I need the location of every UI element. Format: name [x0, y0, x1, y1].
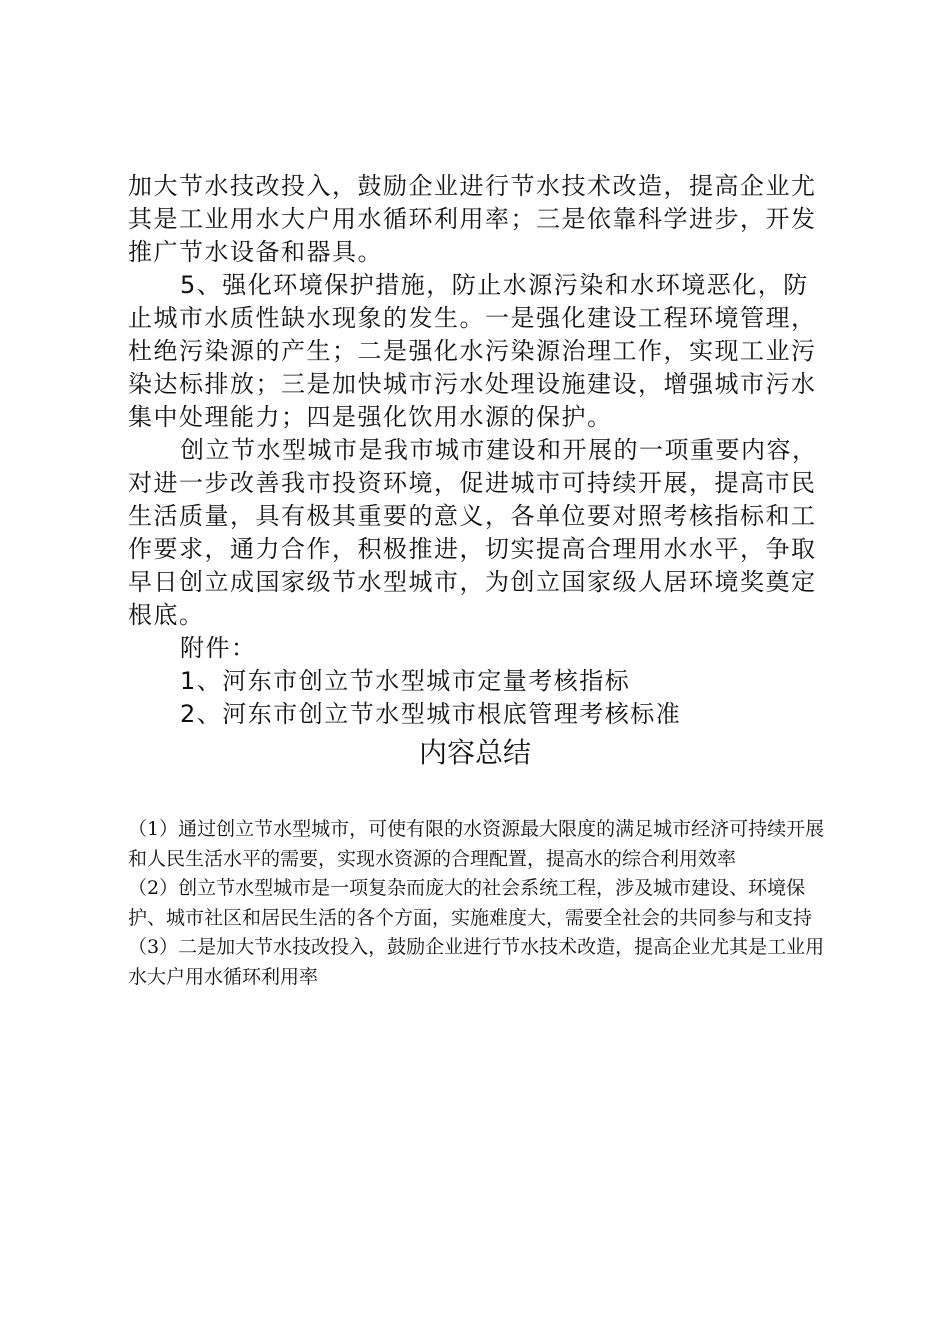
attachment-2: 2、河东市创立节水型城市根底管理考核标准: [180, 700, 682, 728]
paragraph-conclusion: 创立节水型城市是我市城市建设和开展的一项重要内容，对进一步改善我市投资环境，促进城市可持续开展，提高市民生活质量，具有极其重要的意义，各单位要对照考核指标和工作要求，通力合作，积极推进，切实提高合理用水水平，争取早日创立成国家级节水型城市，为创立国家级人居环境奖奠定根底。: [128, 436, 818, 629]
summary-list: [128, 815, 833, 992]
attachments-label: 附件：: [180, 634, 257, 662]
paragraph-continuation: 加大节水技改投入，鼓励企业进行节水技术改造，提高企业尤其是工业用水大户用水循环利用率；三是依靠科学进步，开发推广节水设备和器具。: [128, 172, 817, 266]
summary-title: 内容总结: [418, 736, 531, 769]
document-body: [128, 170, 828, 731]
summary-item-2: （2）创立节水型城市是一项复杂而庞大的社会系统工程，涉及城市建设、环境保护、城市社区和居民生活的各个方面，实施难度大，需要全社会的共同参与和支持: [128, 877, 813, 929]
summary-item-1: （1）通过创立节水型城市，可使有限的水资源最大限度的满足城市经济可持续开展和人民生活水平的需要，实现水资源的合理配置，提高水的综合利用效率: [128, 818, 825, 870]
summary-item-3: （3）二是加大节水技改投入，鼓励企业进行节水技术改造，提高企业尤其是工业用水大户用水循环利用率: [128, 936, 825, 988]
attachment-1: 1、河东市创立节水型城市定量考核指标: [180, 667, 631, 695]
paragraph-item-5: 5、强化环境保护措施，防止水源污染和水环境恶化，防止城市水质性缺水现象的发生。一是强化建设工程环境管理，杜绝污染源的产生；二是强化水污染源治理工作，实现工业污染达标排放；三是加快城市污水处理设施建设，增强城市污水集中处理能力；四是强化饮用水源的保护。: [128, 271, 817, 431]
